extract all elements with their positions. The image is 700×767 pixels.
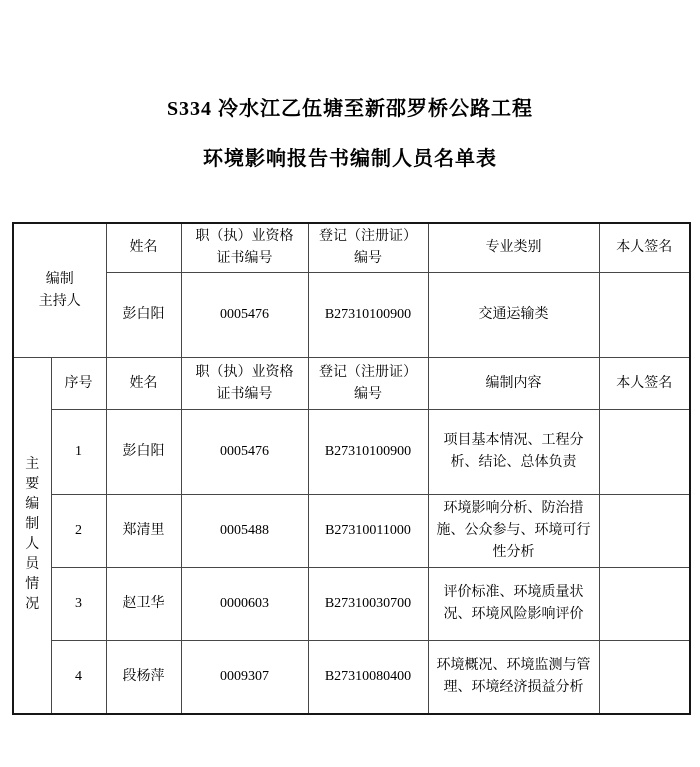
section1-name: 彭白阳	[106, 273, 181, 358]
section2-header-row	[13, 358, 690, 410]
row-reg-no: B27310011000	[308, 495, 428, 568]
row-no: 3	[51, 568, 106, 641]
section1-row-label-cell	[13, 223, 106, 358]
table-row	[13, 410, 690, 495]
row-name: 段杨萍	[106, 641, 181, 714]
section2-header-signature: 本人签名	[599, 358, 690, 410]
personnel-table	[12, 222, 691, 715]
section1-header-row	[13, 223, 690, 273]
table-row	[13, 495, 690, 568]
row-cert-no: 0000603	[181, 568, 308, 641]
row-content: 项目基本情况、工程分析、结论、总体负责	[428, 410, 599, 495]
section2-row-label-cell	[13, 358, 51, 714]
row-content: 环境概况、环境监测与管理、环境经济损益分析	[428, 641, 599, 714]
row-reg-no: B27310030700	[308, 568, 428, 641]
row-content: 环境影响分析、防治措施、公众参与、环境可行性分析	[428, 495, 599, 568]
section2-header-cert-line1: 职（执）业资格	[195, 364, 294, 380]
section2-header-cert-line2: 证书编号	[216, 386, 273, 402]
section1-header-reg	[308, 223, 428, 273]
row-cert-no: 0005488	[181, 495, 308, 568]
section1-label-line1: 编制	[45, 271, 74, 287]
section1-header-category: 专业类别	[428, 223, 599, 273]
section2-header-reg-line2: 编号	[354, 386, 382, 402]
section1-header-cert-line1: 职（执）业资格	[195, 229, 294, 244]
row-no: 1	[51, 410, 106, 495]
section1-header-cert	[181, 223, 308, 273]
row-reg-no: B27310100900	[308, 410, 428, 495]
document-title-line2: 环境影响报告书编制人员名单表	[203, 148, 497, 170]
section1-cert-no: 0005476	[181, 273, 308, 358]
row-reg-no: B27310080400	[308, 641, 428, 714]
section2-header-no: 序号	[51, 358, 106, 410]
row-cert-no: 0009307	[181, 641, 308, 714]
row-no: 4	[51, 641, 106, 714]
row-content: 评价标准、环境质量状况、环境风险影响评价	[428, 568, 599, 641]
row-signature-cell	[599, 568, 690, 641]
section1-header-reg-line2: 编号	[354, 251, 382, 266]
section2-header-name: 姓名	[106, 358, 181, 410]
section1-reg-no: B27310100900	[308, 273, 428, 358]
section1-data-row	[13, 273, 690, 358]
row-name: 彭白阳	[106, 410, 181, 495]
row-signature-cell	[599, 495, 690, 568]
section2-header-reg	[308, 358, 428, 410]
section2-header-cert	[181, 358, 308, 410]
row-signature-cell	[599, 641, 690, 714]
section1-header-name: 姓名	[106, 223, 181, 273]
section1-category: 交通运输类	[428, 273, 599, 358]
section1-header-reg-line1: 登记（注册证）	[319, 229, 417, 244]
section1-header-signature: 本人签名	[599, 223, 690, 273]
section2-header-reg-line1: 登记（注册证）	[319, 364, 417, 380]
row-name: 郑清里	[106, 495, 181, 568]
section1-label-line2: 主持人	[38, 293, 81, 309]
section2-header-content: 编制内容	[428, 358, 599, 410]
row-no: 2	[51, 495, 106, 568]
row-signature-cell	[599, 410, 690, 495]
document-title-line1: S334 冷水江乙伍塘至新邵罗桥公路工程	[166, 98, 534, 120]
row-name: 赵卫华	[106, 568, 181, 641]
row-cert-no: 0005476	[181, 410, 308, 495]
section1-signature-cell	[599, 273, 690, 358]
section1-header-cert-line2: 证书编号	[216, 251, 273, 266]
table-row	[13, 641, 690, 714]
table-row	[13, 568, 690, 641]
section2-label: 主要编制人员情况	[25, 456, 40, 612]
